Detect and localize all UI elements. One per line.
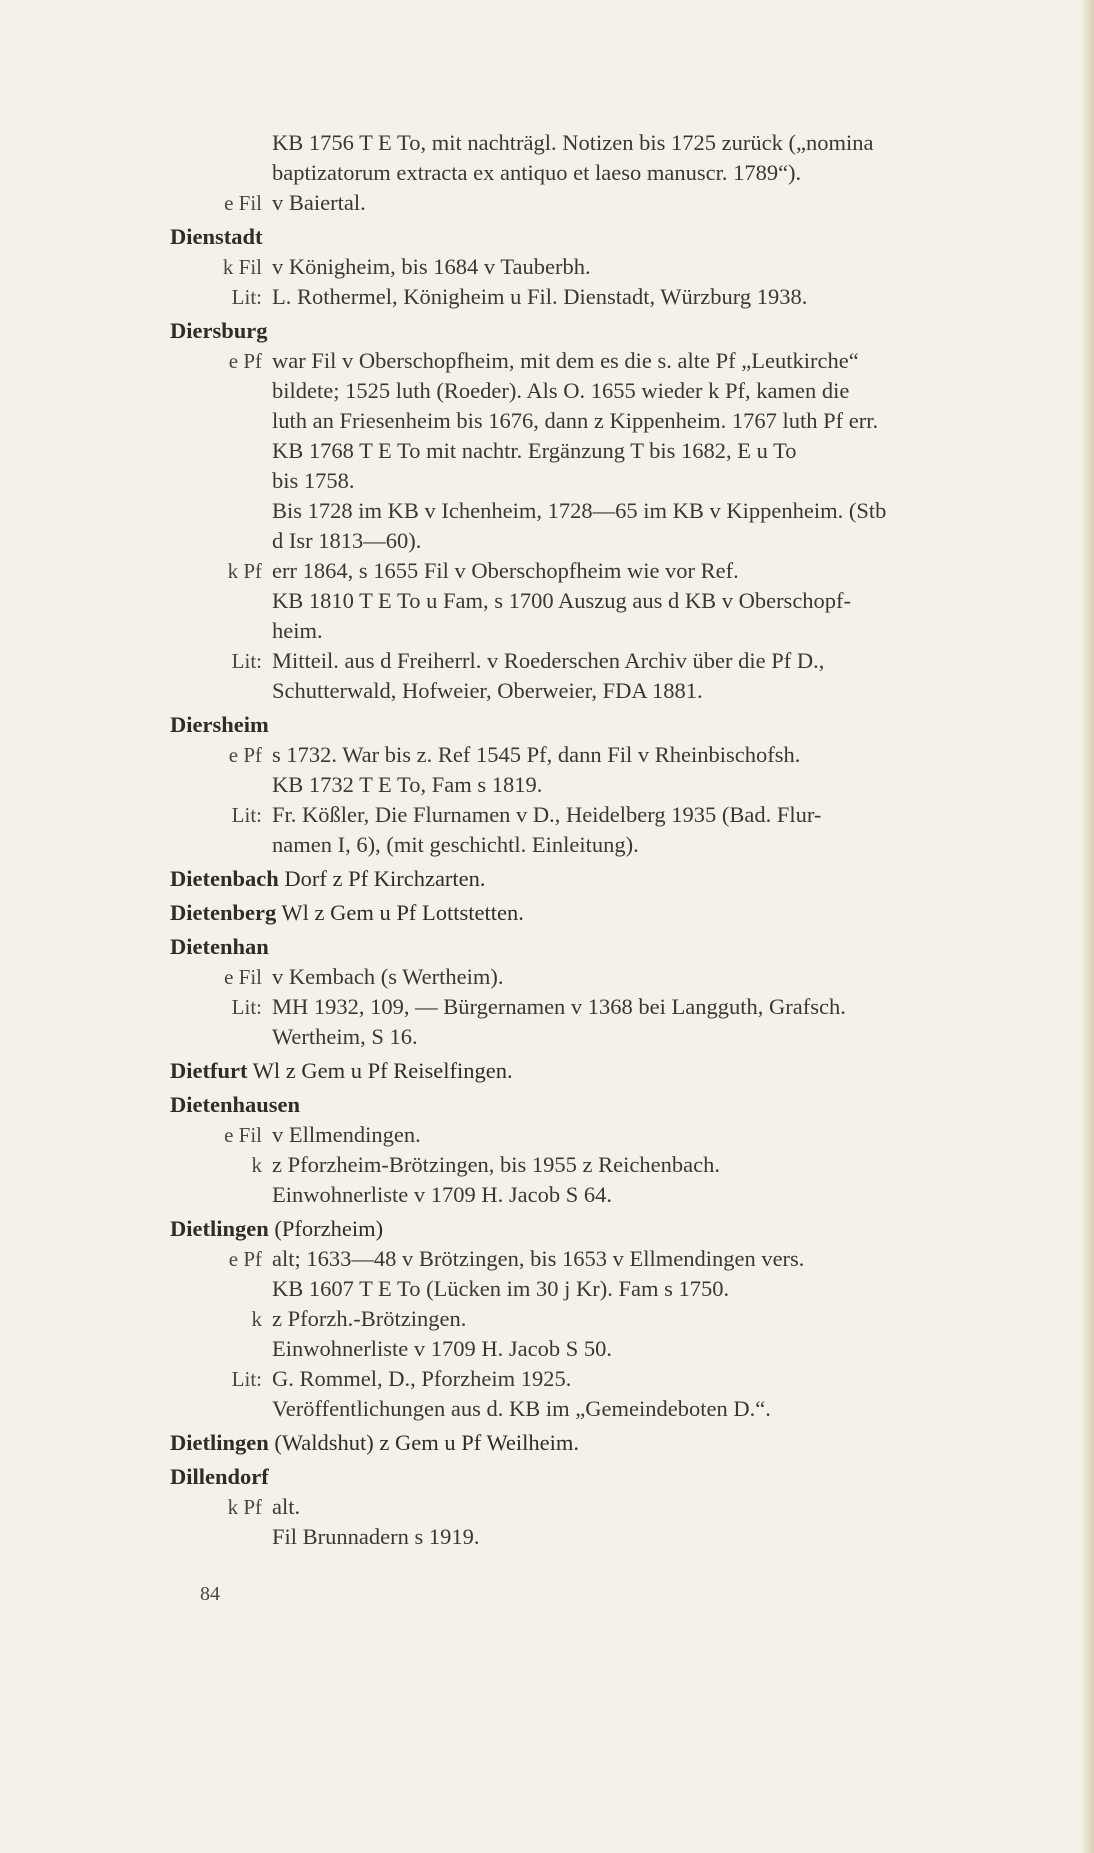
row-text — [272, 1244, 1070, 1304]
text-line: war Fil v Oberschopfheim, mit dem es die s. alte Pf „Leutkirche“ — [272, 348, 859, 373]
row-label — [170, 128, 272, 188]
text-line: Einwohnerliste v 1709 H. Jacob S 50. — [272, 1336, 612, 1361]
text-line: KB 1768 T E To mit nachtr. Ergänzung T bis 1682, E u To — [272, 438, 797, 463]
entry-heading-rest: (Waldshut) z Gem u Pf Weilheim. — [268, 1430, 580, 1455]
entry-heading-name: Dietenberg — [170, 900, 277, 925]
entry-row — [170, 1492, 1070, 1552]
entry-row — [170, 1364, 1070, 1424]
entry-row — [170, 800, 1070, 860]
entry-row — [170, 556, 1070, 646]
entry-heading — [170, 1428, 1070, 1458]
text-line: KB 1756 T E To, mit nachträgl. Notizen bis 1725 zurück („nomina — [272, 130, 874, 155]
entry-heading-name: Dillendorf — [170, 1464, 269, 1489]
row-text — [272, 740, 1070, 800]
entry-heading-rest: Dorf z Pf Kirchzarten. — [278, 866, 486, 891]
page-number: 84 — [200, 1583, 220, 1605]
row-label: Lit: — [231, 285, 262, 309]
row-text — [272, 252, 1070, 282]
entry-row — [170, 1150, 1070, 1210]
entry-heading-rest: Wl z Gem u Pf Lottstetten. — [276, 900, 524, 925]
entry — [170, 1462, 1070, 1552]
row-label: k Fil — [222, 255, 262, 279]
text-line: G. Rommel, D., Pforzheim 1925. — [272, 1366, 572, 1391]
row-text — [272, 1150, 1070, 1210]
row-text — [272, 346, 1070, 556]
entry — [170, 1214, 1070, 1424]
dictionary-entries — [170, 128, 1070, 1552]
entry-row — [170, 252, 1070, 282]
entry — [170, 898, 1070, 928]
entry-heading — [170, 222, 1070, 252]
entry — [170, 1056, 1070, 1086]
text-line: Wertheim, S 16. — [272, 1024, 418, 1049]
text-line: Fil Brunnadern s 1919. — [272, 1524, 480, 1549]
text-line: KB 1607 T E To (Lücken im 30 j Kr). Fam s 1750. — [272, 1276, 730, 1301]
entry-heading — [170, 316, 1070, 346]
text-line: heim. — [272, 618, 323, 643]
row-label: Lit: — [231, 803, 262, 827]
row-text — [272, 556, 1070, 646]
row-label: Lit: — [231, 649, 262, 673]
text-line: z Pforzheim-Brötzingen, bis 1955 z Reichenbach. — [272, 1152, 720, 1177]
entry-row — [170, 1244, 1070, 1304]
text-line: L. Rothermel, Königheim u Fil. Dienstadt, Würzburg 1938. — [272, 284, 808, 309]
entry — [170, 864, 1070, 894]
row-label: e Fil — [224, 965, 262, 989]
text-line: err 1864, s 1655 Fil v Oberschopfheim wie vor Ref. — [272, 558, 739, 583]
entry — [170, 128, 1070, 218]
text-line: z Pforzh.-Brötzingen. — [272, 1306, 467, 1331]
entry-heading-rest: (Pforzheim) — [268, 1216, 384, 1241]
row-text — [272, 1120, 1070, 1150]
text-line: KB 1810 T E To u Fam, s 1700 Auszug aus d KB v Oberschopf- — [272, 588, 852, 613]
text-line: v Ellmendingen. — [272, 1122, 421, 1147]
entry-heading — [170, 864, 1070, 894]
page-edge — [1080, 0, 1094, 1853]
entry-heading — [170, 710, 1070, 740]
entry — [170, 1090, 1070, 1210]
entry-heading-name: Dietlingen — [170, 1430, 269, 1455]
text-line: MH 1932, 109, — Bürgernamen v 1368 bei Langguth, Grafsch. — [272, 994, 846, 1019]
row-text — [272, 282, 1070, 312]
entry-heading-name: Dienstadt — [170, 224, 263, 249]
entry-row — [170, 282, 1070, 312]
row-text — [272, 128, 1070, 188]
text-line: alt; 1633—48 v Brötzingen, bis 1653 v Ellmendingen vers. — [272, 1246, 805, 1271]
row-label: e Pf — [228, 743, 262, 767]
text-line: v Baiertal. — [272, 190, 366, 215]
entry-heading-name: Dietenhausen — [170, 1092, 301, 1117]
row-text — [272, 800, 1070, 860]
row-text — [272, 1492, 1070, 1552]
entry-heading-name: Dietenbach — [170, 866, 279, 891]
row-label: k — [251, 1153, 262, 1177]
row-text — [272, 1304, 1070, 1364]
row-label: e Pf — [228, 1247, 262, 1271]
row-label: e Pf — [228, 349, 262, 373]
text-line: Fr. Kößler, Die Flurnamen v D., Heidelberg 1935 (Bad. Flur- — [272, 802, 822, 827]
entry-row — [170, 740, 1070, 800]
text-line: d Isr 1813—60). — [272, 528, 422, 553]
row-label: Lit: — [231, 995, 262, 1019]
entry — [170, 222, 1070, 312]
entry-row — [170, 1304, 1070, 1364]
entry — [170, 932, 1070, 1052]
text-line: bildete; 1525 luth (Roeder). Als O. 1655 wieder k Pf, kamen die — [272, 378, 850, 403]
entry-heading — [170, 1214, 1070, 1244]
text-line: namen I, 6), (mit geschichtl. Einleitung). — [272, 832, 639, 857]
entry-row — [170, 992, 1070, 1052]
row-label: k — [251, 1307, 262, 1331]
text-line: v Kembach (s Wertheim). — [272, 964, 504, 989]
row-text — [272, 188, 1070, 218]
entry-heading-name: Diersheim — [170, 712, 269, 737]
entry-row — [170, 962, 1070, 992]
row-text — [272, 1364, 1070, 1424]
text-line: s 1732. War bis z. Ref 1545 Pf, dann Fil v Rheinbischofsh. — [272, 742, 801, 767]
text-line: v Königheim, bis 1684 v Tauberbh. — [272, 254, 591, 279]
row-label: Lit: — [231, 1367, 262, 1391]
row-label: e Fil — [224, 191, 262, 215]
row-label: k Pf — [227, 1495, 262, 1519]
entry-heading — [170, 1056, 1070, 1086]
entry-heading — [170, 1090, 1070, 1120]
text-line: KB 1732 T E To, Fam s 1819. — [272, 772, 543, 797]
entry-row — [170, 1120, 1070, 1150]
row-label: e Fil — [224, 1123, 262, 1147]
text-line: Bis 1728 im KB v Ichenheim, 1728—65 im KB v Kippenheim. (Stb — [272, 498, 887, 523]
entry-heading-name: Dietfurt — [170, 1058, 248, 1083]
entry-row — [170, 646, 1070, 706]
entry-row — [170, 346, 1070, 556]
text-line: Schutterwald, Hofweier, Oberweier, FDA 1881. — [272, 678, 703, 703]
entry-heading-name: Dietlingen — [170, 1216, 269, 1241]
entry — [170, 1428, 1070, 1458]
entry — [170, 710, 1070, 860]
row-label: k Pf — [227, 559, 262, 583]
entry-heading-name: Dietenhan — [170, 934, 269, 959]
entry-heading — [170, 1462, 1070, 1492]
entry-row — [170, 128, 1070, 188]
entry-heading — [170, 898, 1070, 928]
entry-heading-rest: Wl z Gem u Pf Reiselfingen. — [247, 1058, 513, 1083]
text-line: Veröffentlichungen aus d. KB im „Gemeindeboten D.“. — [272, 1396, 771, 1421]
text-line: bis 1758. — [272, 468, 355, 493]
entry-heading — [170, 932, 1070, 962]
text-line: alt. — [272, 1494, 301, 1519]
row-text — [272, 962, 1070, 992]
text-line: Mitteil. aus d Freiherrl. v Roederschen Archiv über die Pf D., — [272, 648, 825, 673]
entry — [170, 316, 1070, 706]
text-line: luth an Friesenheim bis 1676, dann z Kippenheim. 1767 luth Pf err. — [272, 408, 879, 433]
text-line: baptizatorum extracta ex antiquo et laeso manuscr. 1789“). — [272, 160, 802, 185]
text-line: Einwohnerliste v 1709 H. Jacob S 64. — [272, 1182, 612, 1207]
row-text — [272, 646, 1070, 706]
entry-heading-name: Diersburg — [170, 318, 268, 343]
row-text — [272, 992, 1070, 1052]
entry-row — [170, 188, 1070, 218]
